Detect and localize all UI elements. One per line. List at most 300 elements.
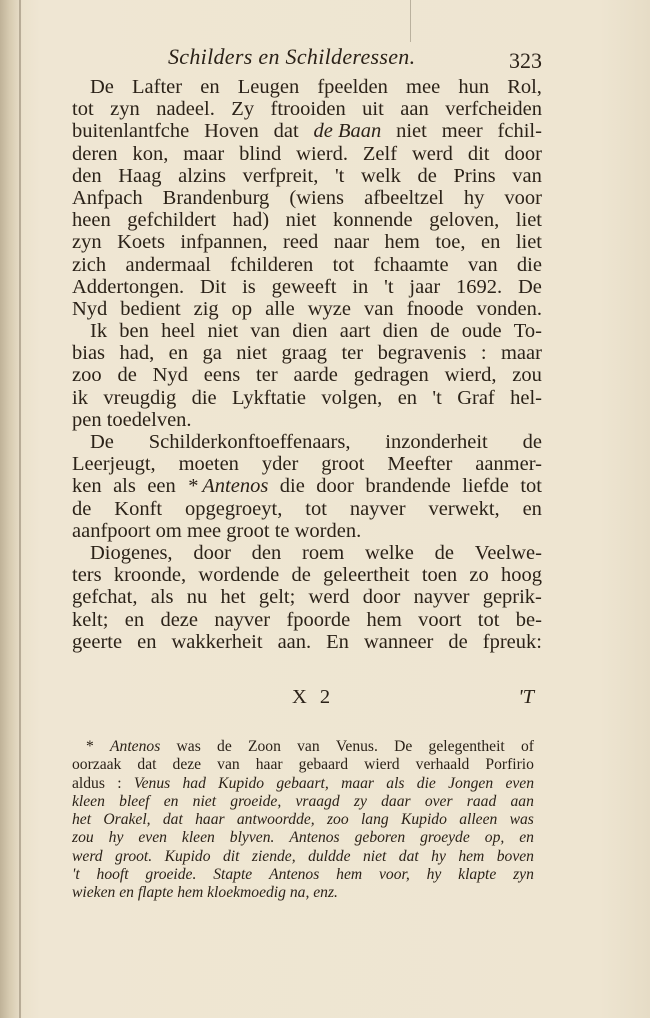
word: wierd,	[444, 364, 497, 387]
word: dien	[292, 320, 328, 343]
word: hem	[366, 608, 402, 631]
footnote-word: hy	[431, 847, 446, 865]
word: De	[518, 275, 542, 298]
word: reed	[283, 231, 319, 254]
text-line	[72, 342, 542, 364]
text-line	[72, 143, 542, 165]
word: volgen,	[321, 386, 383, 409]
footnote-word: Antenos	[269, 866, 320, 884]
text-line	[72, 609, 542, 631]
word: de	[448, 630, 468, 653]
word: kelt;	[72, 608, 109, 631]
word: een	[147, 475, 176, 498]
footnote-word: antwoordde,	[236, 811, 315, 829]
footnote-word: groeide.	[145, 866, 197, 884]
word: Ik	[90, 320, 108, 343]
word: gelt;	[258, 586, 296, 609]
word: tot	[477, 608, 500, 631]
word: te	[274, 519, 295, 542]
footnote-word: en	[163, 792, 179, 810]
text-line	[72, 520, 542, 542]
word: bedient	[120, 297, 181, 320]
word: inzonderheit	[385, 431, 488, 453]
footnote-word: aan	[510, 792, 534, 810]
word: maar	[500, 342, 542, 365]
footnote-word: hy	[108, 829, 124, 847]
word: :	[480, 342, 487, 365]
word: en	[397, 386, 418, 409]
word: mee	[406, 76, 441, 98]
word: toedelven.	[106, 408, 192, 431]
footnote-word: werd	[72, 847, 103, 865]
footnote-line-text	[72, 866, 534, 884]
word: liefde	[462, 475, 509, 498]
word: Anfpach	[72, 186, 143, 209]
word: die	[279, 475, 305, 498]
word: tot	[72, 98, 94, 121]
word: voort	[418, 608, 462, 631]
footnote-word: was	[509, 811, 534, 829]
word: ters	[72, 564, 102, 587]
footnote-word: Venus	[133, 774, 171, 792]
word: opgegroeyt,	[185, 497, 283, 520]
footnote-word: en	[519, 829, 534, 847]
footnote-word: wieken	[72, 884, 120, 902]
word: de Baan	[313, 120, 382, 143]
word: hel-	[510, 386, 542, 409]
footnote-word: van	[297, 738, 320, 755]
footnote-word: Kupido	[400, 811, 447, 829]
word: en	[137, 630, 157, 653]
word: Nyd	[152, 364, 188, 387]
word: ik	[72, 386, 88, 409]
word: zou	[512, 364, 542, 387]
word: meer	[441, 120, 483, 143]
footnote-word: raad	[466, 792, 497, 810]
footnote-word: De	[394, 738, 413, 755]
footnote-word: na,	[289, 884, 314, 902]
footnote-word: lang	[360, 811, 389, 829]
text-line	[72, 98, 542, 120]
text-line	[72, 475, 542, 497]
text-line	[72, 542, 542, 564]
footnote-line	[72, 811, 534, 829]
footnote-word: groeyde	[420, 829, 470, 847]
footnote-word: als	[386, 774, 405, 792]
word: den	[72, 164, 102, 187]
word: ben	[119, 320, 149, 343]
word: infpannen,	[180, 231, 268, 254]
word: 't	[384, 275, 394, 298]
word: en	[168, 342, 189, 365]
word: de	[522, 431, 542, 453]
word: graag	[281, 342, 328, 365]
footnote-word: zoo	[326, 811, 349, 829]
word: Lykftatie	[232, 386, 307, 409]
footnote-word: vraagd	[295, 792, 340, 810]
footnote-word: de	[217, 738, 232, 755]
text-line	[72, 431, 542, 453]
footnote-word: Zoon	[247, 738, 281, 755]
footnote-word: even	[138, 829, 167, 847]
word: alle	[265, 297, 295, 320]
word: De	[90, 431, 114, 453]
footnote-word: :	[117, 774, 122, 792]
ink-mark	[410, 0, 411, 42]
word: tot	[305, 497, 327, 520]
word: eens	[203, 364, 241, 387]
footnote-line	[72, 884, 534, 902]
footnote-line	[72, 829, 534, 847]
word: zoo	[72, 364, 102, 387]
footnote-word: Orakel,	[103, 811, 151, 829]
word: heel	[161, 320, 196, 343]
text-line	[72, 498, 542, 520]
footnote-word: dat	[162, 811, 183, 829]
word: vreugdig	[103, 386, 177, 409]
footnote-word: bleef	[119, 792, 150, 810]
text-line	[72, 165, 542, 187]
footnote-word: enz.	[313, 884, 338, 902]
word: en	[200, 76, 220, 98]
footnote-line	[72, 738, 534, 756]
text-line	[72, 209, 542, 231]
word: (wiens	[289, 186, 345, 209]
word: roem	[302, 541, 345, 564]
word: welk	[361, 164, 401, 187]
footnote-word: en	[119, 884, 138, 902]
footnote-word: niet	[362, 847, 387, 865]
word: groot	[226, 519, 275, 542]
word: mee	[187, 519, 227, 542]
catchword: 'T	[518, 686, 534, 708]
footnote-word: groeide,	[230, 792, 282, 810]
word: voor	[504, 186, 542, 209]
word: heen	[72, 209, 111, 232]
word: brandende	[365, 475, 451, 498]
word: gefchildert	[127, 209, 217, 232]
word: Hoven	[204, 120, 259, 143]
word: wordende	[198, 564, 280, 587]
footnote-line-text	[72, 884, 534, 902]
text-line	[72, 254, 542, 276]
word: afbeeltzel	[364, 186, 444, 209]
footnote-word: die	[416, 774, 436, 792]
word: naar	[333, 231, 370, 254]
word: aarde	[293, 364, 338, 387]
footnote-word: hy	[426, 866, 442, 884]
word: gefchat,	[72, 586, 138, 609]
footnote-word: maar	[341, 774, 375, 792]
word: Zelf	[362, 142, 398, 165]
word: fchilderen	[230, 253, 314, 276]
word: Graf	[457, 386, 495, 409]
word: yder	[261, 453, 299, 476]
word: nayver	[214, 608, 271, 631]
footnote-word: Porfirio	[485, 756, 534, 774]
word: To-	[513, 320, 542, 343]
main-text	[72, 76, 542, 653]
word: is	[242, 275, 256, 298]
word: alzins	[178, 164, 226, 187]
word: wyze	[307, 297, 351, 320]
word: niet	[207, 320, 239, 343]
footnote-word: aldus	[72, 774, 105, 792]
word: om	[155, 519, 187, 542]
footnote-word: het	[72, 811, 92, 829]
text-line	[72, 631, 542, 653]
word: Zy	[231, 98, 255, 121]
word: als	[113, 475, 136, 498]
word: aart	[339, 320, 371, 343]
word: fchil-	[497, 120, 542, 143]
word: gedragen	[353, 364, 429, 387]
word: geloven,	[429, 209, 500, 232]
word: 't	[334, 164, 345, 187]
footnote-word: duldde	[308, 847, 351, 865]
text-line	[72, 387, 542, 409]
word: konnende	[332, 209, 413, 232]
footnote-word: zyn	[513, 866, 534, 884]
word: de	[291, 564, 311, 587]
footnote-word: ziende,	[251, 847, 296, 865]
word: niet	[396, 120, 427, 143]
footnote-word: groot.	[115, 847, 153, 865]
word: zich	[72, 253, 107, 276]
word: nayver	[413, 586, 470, 609]
word: deren	[72, 142, 118, 165]
word: van	[512, 164, 542, 187]
word: toen	[421, 564, 458, 587]
text-line	[72, 586, 542, 608]
word: fpeelden	[317, 76, 388, 98]
footnote-word: hem	[458, 847, 485, 865]
footnote-word: hem	[177, 884, 208, 902]
gutter-fold-line	[19, 0, 21, 1018]
word: Rol,	[507, 76, 542, 98]
word: maar	[183, 142, 225, 165]
word: hoog	[500, 564, 542, 587]
word: liet	[515, 209, 542, 232]
word: door	[193, 541, 231, 564]
word: De	[90, 76, 114, 98]
footnote-line	[72, 848, 534, 866]
word: en	[124, 608, 145, 631]
word: van	[250, 320, 281, 343]
word: begravenis	[377, 342, 467, 365]
signature-row	[72, 686, 542, 710]
word: verwekt,	[428, 497, 500, 520]
word: pen	[72, 408, 107, 431]
word: fpoorde	[286, 608, 351, 631]
word: nayver	[349, 497, 406, 520]
word: be-	[515, 608, 542, 631]
footnote-word: gelegentheit	[428, 738, 505, 755]
footnote-line-text	[72, 848, 534, 866]
footnote-word: dit	[222, 847, 240, 865]
word: niet	[285, 209, 317, 232]
word: aanfpoort	[72, 519, 156, 542]
word: geerte	[72, 630, 123, 653]
word: fnoode	[406, 297, 464, 320]
word: door	[504, 142, 542, 165]
word: niet	[236, 342, 268, 365]
word: welke	[364, 541, 414, 564]
word: vonden.	[476, 297, 542, 320]
word: ga	[202, 342, 222, 365]
word: blind	[239, 142, 282, 165]
word: * Antenos	[187, 475, 269, 498]
footnote	[72, 738, 534, 903]
word: de	[417, 164, 437, 187]
word: Schilderkonftoeffenaars,	[148, 431, 351, 453]
text-line	[72, 564, 542, 586]
footnote-line-text	[72, 811, 534, 829]
word: werd	[308, 586, 350, 609]
word: kroonde,	[113, 564, 187, 587]
footnote-word: voor,	[378, 866, 410, 884]
page-header	[72, 44, 542, 78]
word: van	[467, 253, 498, 276]
word: en	[480, 231, 501, 254]
word: aanmer-	[475, 453, 542, 476]
text-line	[72, 409, 542, 431]
signature-mark: X 2	[292, 686, 335, 708]
footnote-line-text	[72, 793, 534, 811]
footnote-word: haar	[255, 756, 283, 774]
word: Brandenburg	[162, 186, 270, 209]
word: Leugen	[237, 76, 300, 98]
word: zyn	[110, 98, 140, 121]
footnote-word: blyven.	[229, 829, 275, 847]
word: van	[363, 297, 394, 320]
footnote-word: niet	[192, 792, 217, 810]
word: andermaal	[125, 253, 211, 276]
word: geleertheit	[323, 564, 410, 587]
footnote-word: wierd	[364, 756, 400, 774]
text-line	[72, 364, 542, 386]
word: Konft	[114, 497, 163, 520]
footnote-line	[72, 775, 534, 793]
word: dien	[382, 320, 418, 343]
footnote-word: zy	[353, 792, 367, 810]
word: aan	[400, 98, 429, 121]
footnote-word: flapte	[137, 884, 178, 902]
footnote-word: hem	[336, 866, 363, 884]
word: worden.	[294, 519, 362, 542]
text-line	[72, 231, 542, 253]
word: nadeel.	[156, 98, 215, 121]
word: Nyd	[72, 297, 108, 320]
footnote-word: *	[86, 738, 94, 755]
footnote-line-text	[86, 738, 534, 756]
footnote-line	[72, 756, 534, 774]
word: de	[434, 541, 455, 564]
footnote-word: 't	[72, 866, 80, 884]
word: had)	[232, 209, 270, 232]
word: Veelwe-	[474, 541, 542, 564]
word: verfpreit,	[242, 164, 319, 187]
word: dit	[467, 142, 490, 165]
footnote-word: oorzaak	[72, 756, 122, 774]
word: en	[522, 497, 542, 520]
word: Dit	[200, 275, 227, 298]
footnote-word: Kupido	[164, 847, 211, 865]
word: zig	[193, 297, 219, 320]
text-line	[72, 76, 542, 98]
word: verfcheiden	[445, 98, 542, 121]
word: wierd.	[296, 142, 348, 165]
word: Haag	[118, 164, 162, 187]
footnote-word: kleen	[181, 829, 215, 847]
word: hem	[384, 231, 420, 254]
footnote-line-text	[72, 756, 534, 774]
word: 1692.	[456, 275, 503, 298]
word: zyn	[72, 231, 102, 254]
footnote-word: zou	[72, 829, 94, 847]
word: Lafter	[132, 76, 183, 98]
footnote-word: boven	[496, 847, 534, 865]
footnote-word: over	[424, 792, 453, 810]
footnote-line	[72, 793, 534, 811]
word: ter	[256, 364, 278, 387]
word: de	[72, 497, 92, 520]
word: wakkerheit	[171, 630, 263, 653]
word: liet	[515, 231, 542, 254]
word: de	[430, 320, 450, 343]
word: uit	[362, 98, 384, 121]
footnote-word: dat	[398, 847, 419, 865]
footnote-word: geboren	[354, 829, 406, 847]
word: had,	[119, 342, 155, 365]
footnote-word: Antenos	[110, 738, 161, 755]
word: het	[220, 586, 246, 609]
word: deze	[160, 608, 198, 631]
word: kon,	[132, 142, 169, 165]
footnote-word: gebaard	[298, 756, 349, 774]
footnote-word: was	[176, 738, 201, 755]
word: geprik-	[482, 586, 542, 609]
footnote-line-text	[72, 775, 534, 793]
footnote-word: dat	[137, 756, 157, 774]
word: door	[316, 475, 354, 498]
word: ter	[341, 342, 364, 365]
word: ftrooiden	[270, 98, 346, 121]
footnote-word: Venus.	[335, 738, 378, 755]
word: geweeft	[271, 275, 337, 298]
footnote-word: van	[217, 756, 240, 774]
word: fpreuk:	[482, 630, 542, 653]
footnote-word: kloekmoedig	[207, 884, 290, 902]
word: wanneer	[363, 630, 434, 653]
footnote-word: kleen	[72, 792, 105, 810]
word: door	[362, 586, 401, 609]
word: dat	[273, 120, 299, 143]
word: Koets	[117, 231, 165, 254]
word: 't	[432, 386, 442, 409]
text-line	[72, 453, 542, 475]
footnote-line-text	[72, 829, 534, 847]
text-line	[72, 276, 542, 298]
word: Meefter	[387, 453, 453, 476]
word: de	[117, 364, 137, 387]
word: hy	[463, 186, 485, 209]
footnote-word: op,	[484, 829, 505, 847]
word: oude	[461, 320, 502, 343]
footnote-word: of	[520, 738, 534, 755]
word: bias	[72, 342, 106, 365]
word: in	[352, 275, 369, 298]
